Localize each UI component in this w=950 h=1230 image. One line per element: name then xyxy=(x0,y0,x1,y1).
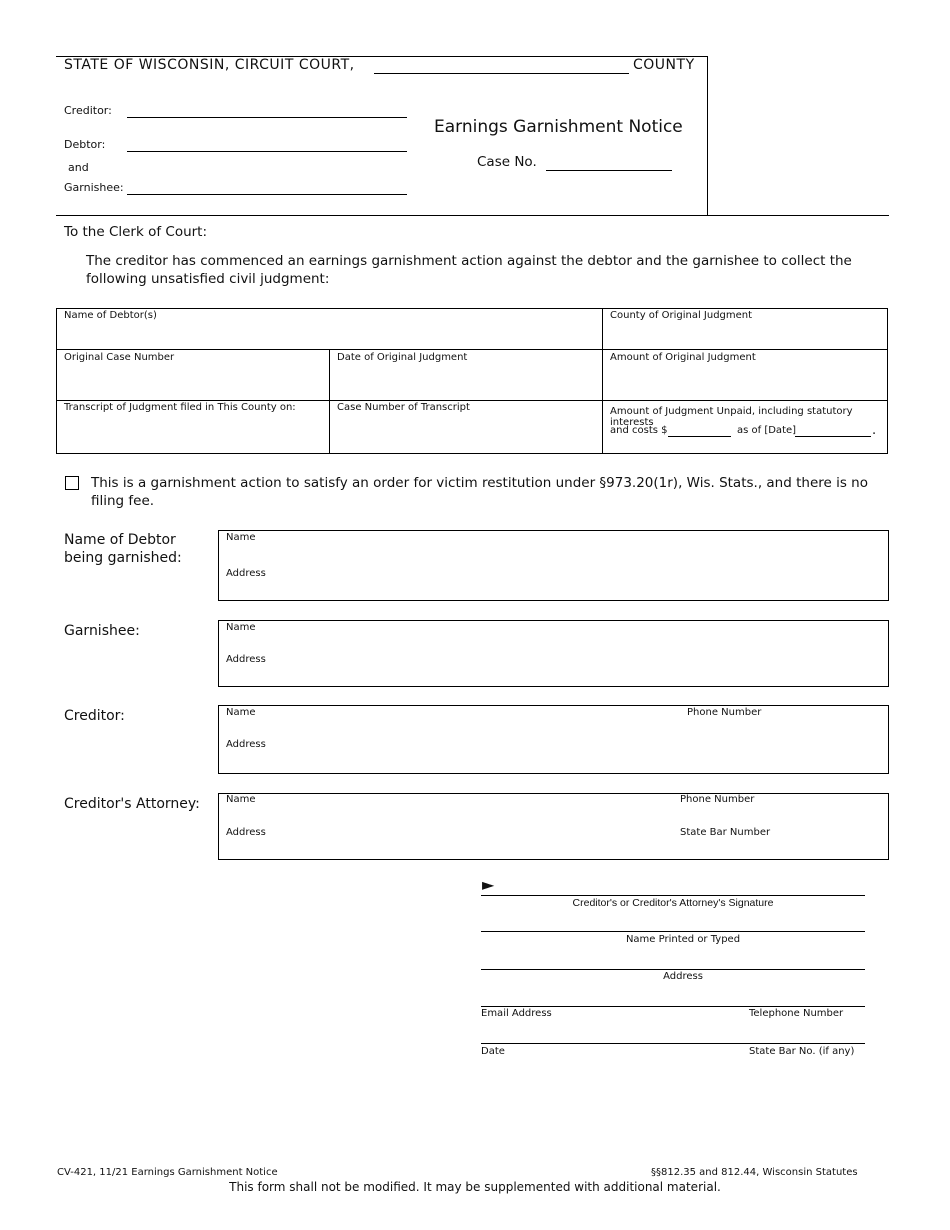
judgment-table xyxy=(56,308,888,454)
creditor-address-label: Address xyxy=(226,739,266,750)
email-label: Email Address xyxy=(481,1008,552,1019)
telephone-label: Telephone Number xyxy=(749,1008,844,1019)
county-name-field[interactable] xyxy=(374,57,629,74)
attorney-state-bar-label: State Bar Number xyxy=(680,827,771,838)
restitution-checkbox[interactable] xyxy=(65,476,79,490)
garnishee-name-label: Name xyxy=(226,622,256,633)
attorney-address-label: Address xyxy=(226,827,266,838)
attorney-phone-label: Phone Number xyxy=(680,794,755,805)
form-title: Earnings Garnishment Notice xyxy=(434,117,683,137)
case-no-label: Case No. xyxy=(477,154,537,170)
cell-case-number-transcript[interactable]: Case Number of Transcript xyxy=(337,402,470,413)
debtor-box[interactable] xyxy=(218,530,889,601)
table-col-divider-mid xyxy=(329,349,330,453)
header-bottom-rule xyxy=(56,215,889,216)
garnishee-label: Garnishee: xyxy=(64,181,124,194)
garnishee-section-label: Garnishee: xyxy=(64,623,140,639)
signer-address-label: Address xyxy=(663,971,703,982)
period: . xyxy=(872,423,877,438)
case-no-field[interactable] xyxy=(546,154,672,171)
attorney-section-label: Creditor's Attorney: xyxy=(64,796,200,812)
creditor-section-label: Creditor: xyxy=(64,708,125,724)
signature-field[interactable] xyxy=(481,895,865,896)
name-printed-field[interactable] xyxy=(481,931,865,932)
header-divider xyxy=(707,56,708,216)
form-id: CV-421, 11/21 Earnings Garnishment Notice xyxy=(57,1167,278,1178)
state-court-label: STATE OF WISCONSIN, CIRCUIT COURT, xyxy=(64,57,355,73)
as-of-date-label: as of [Date] xyxy=(737,425,797,436)
garnishee-field[interactable] xyxy=(127,178,407,195)
table-row-divider-2 xyxy=(57,400,887,401)
garnishee-box[interactable] xyxy=(218,620,889,687)
modification-notice: This form shall not be modified. It may be supplemented with additional material. xyxy=(229,1180,721,1194)
and-label: and xyxy=(68,161,89,174)
to-clerk-heading: To the Clerk of Court: xyxy=(64,224,208,240)
creditor-field[interactable] xyxy=(127,101,407,118)
debtor-name-label: Name xyxy=(226,532,256,543)
signature-arrow-icon: ► xyxy=(482,875,495,894)
cell-amount-unpaid: Amount of Judgment Unpaid, including statutory interests xyxy=(610,406,853,428)
garnishee-address-label: Address xyxy=(226,654,266,665)
name-printed-label: Name Printed or Typed xyxy=(625,934,741,945)
state-bar-label: State Bar No. (if any) xyxy=(749,1046,855,1057)
debtor-label: Debtor: xyxy=(64,138,106,151)
signature-label: Creditor's or Creditor's Attorney's Signature xyxy=(572,897,774,909)
as-of-date-field[interactable] xyxy=(795,422,871,437)
table-row-divider-1 xyxy=(57,349,887,350)
debtor-address-label: Address xyxy=(226,568,266,579)
attorney-name-label: Name xyxy=(226,794,256,805)
email-phone-field[interactable] xyxy=(481,1006,865,1007)
creditor-label: Creditor: xyxy=(64,104,112,117)
cell-date-original-judgment[interactable]: Date of Original Judgment xyxy=(337,352,468,363)
debtor-garnished-label: Name of Debtor being garnished: xyxy=(64,532,182,566)
date-label: Date xyxy=(481,1046,505,1057)
debtor-field[interactable] xyxy=(127,135,407,152)
table-col-divider-right xyxy=(602,309,603,453)
creditor-phone-label: Phone Number xyxy=(687,707,762,718)
creditor-name-label: Name xyxy=(226,707,256,718)
statutes-reference: §§812.35 and 812.44, Wisconsin Statutes xyxy=(651,1167,858,1178)
creditor-box[interactable] xyxy=(218,705,889,774)
costs-amount-field[interactable] xyxy=(668,422,731,437)
cell-transcript-filed[interactable]: Transcript of Judgment filed in This County on: xyxy=(64,402,296,413)
attorney-box[interactable] xyxy=(218,793,889,860)
cell-county-original-judgment[interactable]: County of Original Judgment xyxy=(610,310,753,321)
restitution-text: This is a garnishment action to satisfy an order for victim restitution under §973.20(1r), Wis. Stats., and there is no filing fee. xyxy=(91,475,868,509)
cell-amount-original-judgment[interactable]: Amount of Original Judgment xyxy=(610,352,756,363)
intro-paragraph: The creditor has commenced an earnings garnishment action against the debtor and the garnishee to collect the following unsatisfied civil judgment: xyxy=(86,253,852,287)
signer-address-field[interactable] xyxy=(481,969,865,970)
and-costs-label: and costs $ xyxy=(610,425,668,436)
cell-original-case-number[interactable]: Original Case Number xyxy=(64,352,175,363)
date-bar-field[interactable] xyxy=(481,1043,865,1044)
county-label: COUNTY xyxy=(633,57,695,73)
cell-name-of-debtors[interactable]: Name of Debtor(s) xyxy=(64,310,157,321)
